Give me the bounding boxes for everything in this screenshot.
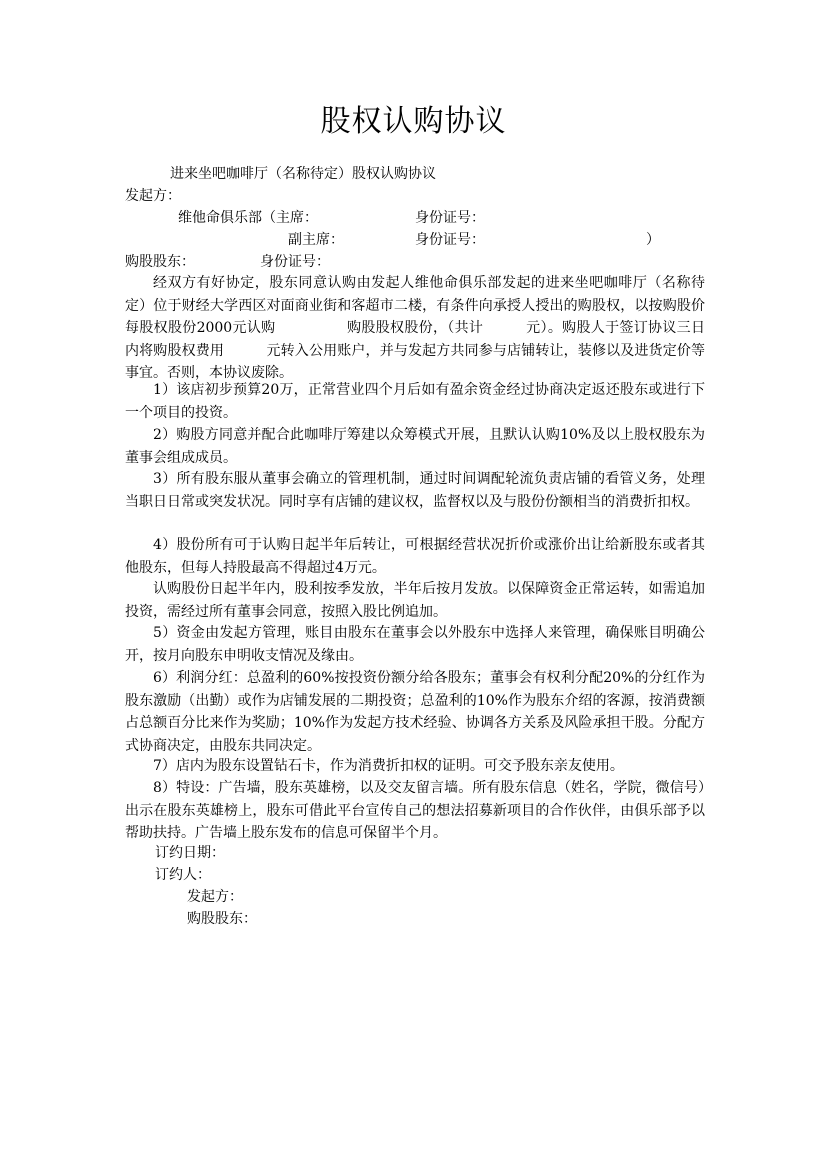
sign-date-label: 订约日期： bbox=[155, 845, 225, 861]
document-subtitle: 进来坐吧咖啡厅（名称待定）股权认购协议 bbox=[170, 166, 436, 182]
clause-5: 5）资金由发起方管理，账目由股东在董事会以外股东中选择人来管理，确保账目明确公开，按月向股东申明收支情况及缘由。 bbox=[125, 625, 705, 664]
signatories-label: 订约人： bbox=[155, 867, 211, 883]
clause-4: 4）股份所有可于认购日起半年后转让，可根据经营状况折价或涨价出让给新股东或者其他股东，但每人持股最高不得超过4万元。 bbox=[125, 537, 705, 576]
clause-4-dividends: 认购股份日起半年内，股利按季发放，半年后按月发放。以保障资金正常运转，如需追加投资，需经过所有董事会同意，按照入股比例追加。 bbox=[125, 581, 705, 620]
clause-1: 1）该店初步预算20万，正常营业四个月后如有盈余资金经过协商决定返还股东或进行下一个项目的投资。 bbox=[125, 382, 705, 421]
sign-initiator-label: 发起方： bbox=[187, 889, 243, 905]
sign-shareholder-label: 购股股东： bbox=[187, 911, 257, 927]
club-chair-label: 维他命俱乐部（主席： bbox=[178, 210, 318, 226]
vice-chair-label: 副主席： bbox=[288, 232, 344, 248]
clause-3: 3）所有股东服从董事会确立的管理机制，通过时间调配轮流负责店铺的看管义务，处理当职日日常或突发状况。同时享有店铺的建议权，监督权以及与股份份额相当的消费折扣权。 bbox=[125, 471, 705, 510]
clause-8: 8）特设：广告墙，股东英雄榜，以及交友留言墙。所有股东信息（姓名，学院，微信号）出示在股东英雄榜上，股东可借此平台宣传自己的想法招募新项目的合作伙伴，由俱乐部予以帮助扶持。广告墙上股东发布的信息可保留半个月。 bbox=[125, 780, 705, 841]
intro-paragraph: 经双方有好协定，股东同意认购由发起人维他命俱乐部发起的进来坐吧咖啡厅（名称待定）位于财经大学西区对面商业街和客超市二楼，有条件向承授人授出的购股权，以按购股价每股权股份2000元认购 购股股权股份，（共计 元）。购股人于签订协议三日内将购股权费用 元转入公用账户，并与发起方共同参与店铺转让，装修以及进货定价等事宜。否则，本协议废除。 bbox=[125, 275, 705, 381]
chair-id-label: 身份证号： bbox=[415, 210, 485, 226]
closing-paren: ） bbox=[646, 232, 660, 248]
vice-chair-id-label: 身份证号： bbox=[415, 232, 485, 248]
shareholder-id-label: 身份证号： bbox=[260, 254, 330, 270]
initiator-label: 发起方： bbox=[125, 188, 181, 204]
document-title: 股权认购协议 bbox=[320, 104, 507, 139]
clause-7: 7）店内为股东设置钻石卡，作为消费折扣权的证明。可交予股东亲友使用。 bbox=[153, 758, 624, 774]
shareholder-label: 购股股东： bbox=[125, 254, 195, 270]
clause-2: 2）购股方同意并配合此咖啡厅筹建以众筹模式开展，且默认认购10%及以上股权股东为董事会组成成员。 bbox=[125, 427, 705, 466]
clause-6: 6）利润分红：总盈利的60%按投资份额分给各股东；董事会有权利分配20%的分红作为股东激励（出勤）或作为店铺发展的二期投资；总盈利的10%作为股东介绍的客源，按消费额占总额百分比来作为奖励；10%作为发起方技术经验、协调各方关系及风险承担干股。分配方式协商决定，由股东共同决定。 bbox=[125, 670, 705, 754]
